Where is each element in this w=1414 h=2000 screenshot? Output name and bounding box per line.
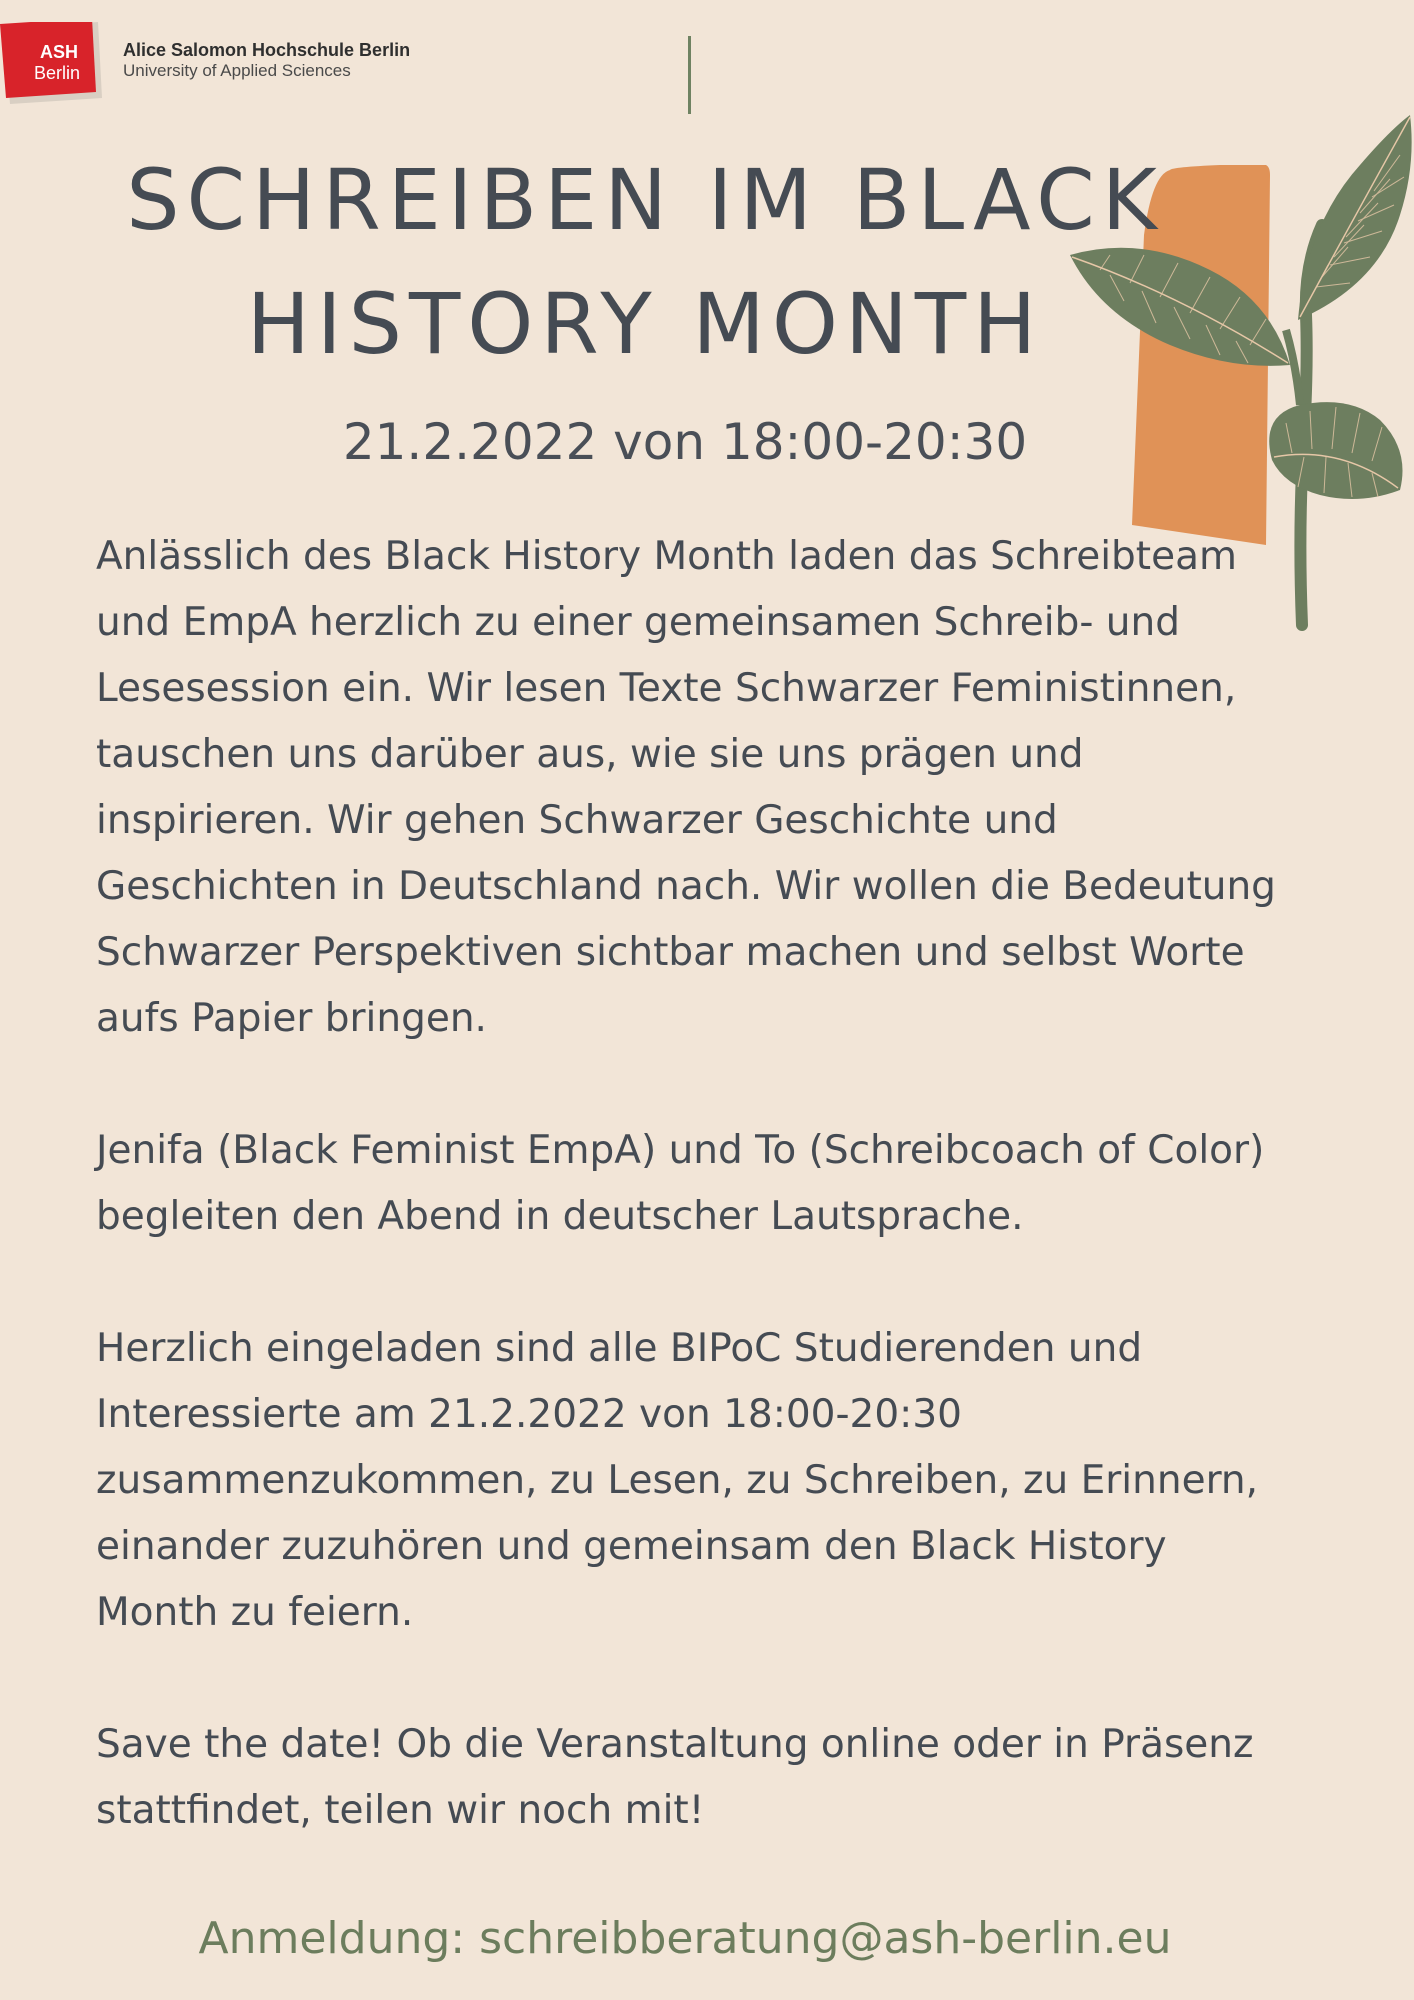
poster-title bbox=[60, 138, 1230, 386]
registration-email-link[interactable]: schreibberatung@ash-berlin.eu bbox=[479, 1913, 1172, 1964]
ash-logo-badge bbox=[0, 22, 102, 104]
paragraph-intro: Anlässlich des Black History Month laden das Schreibteam und EmpA herzlich zu einer gemeinsamen Schreib- und Lesesession ein. Wir lesen Texte Schwarzer Feministinnen, tauschen uns darüber aus, wie sie uns prägen und inspirieren. Wir gehen Schwarzer Geschichte und Geschichten in Deutschland nach. Wir wollen die Bedeutung Schwarzer Perspektiven sichtbar machen und selbst Worte aufs Papier bringen. bbox=[96, 534, 1276, 1041]
institution-name: Alice Salomon Hochschule Berlin bbox=[123, 40, 411, 60]
logo-text bbox=[123, 39, 410, 81]
logo-badge-line2: Berlin bbox=[33, 63, 81, 83]
logo-badge-line1: ASH bbox=[39, 42, 78, 62]
event-description bbox=[96, 524, 1286, 1844]
institution-subtitle: University of Applied Sciences bbox=[123, 61, 351, 80]
event-date-time: 21.2.2022 von 18:00-20:30 bbox=[342, 413, 1028, 471]
plant-branch bbox=[1286, 330, 1300, 405]
logo-badge-text bbox=[0, 42, 100, 84]
title-line-1: SCHREIBEN IM BLACK bbox=[126, 151, 1164, 249]
registration-label: Anmeldung: bbox=[198, 1913, 466, 1964]
title-line-2: HISTORY MONTH bbox=[246, 275, 1044, 373]
paragraph-save-the-date: Save the date! Ob die Veranstaltung online oder in Präsenz stattfindet, teilen wir noch mit! bbox=[96, 1722, 1254, 1833]
paragraph-invitation: Herzlich eingeladen sind alle BIPoC Studierenden und Interessierte am 21.2.2022 von 18:00-20:30 zusammenzukommen, zu Lesen, zu Schreiben, zu Erinnern, einander zuzuhören und gemeinsam den Black History Month zu feiern. bbox=[96, 1326, 1259, 1635]
registration-line bbox=[60, 1906, 1310, 1972]
header-divider bbox=[688, 36, 691, 114]
paragraph-hosts: Jenifa (Black Feminist EmpA) und To (Schreibcoach of Color) begleiten den Abend in deutscher Lautsprache. bbox=[96, 1128, 1265, 1239]
